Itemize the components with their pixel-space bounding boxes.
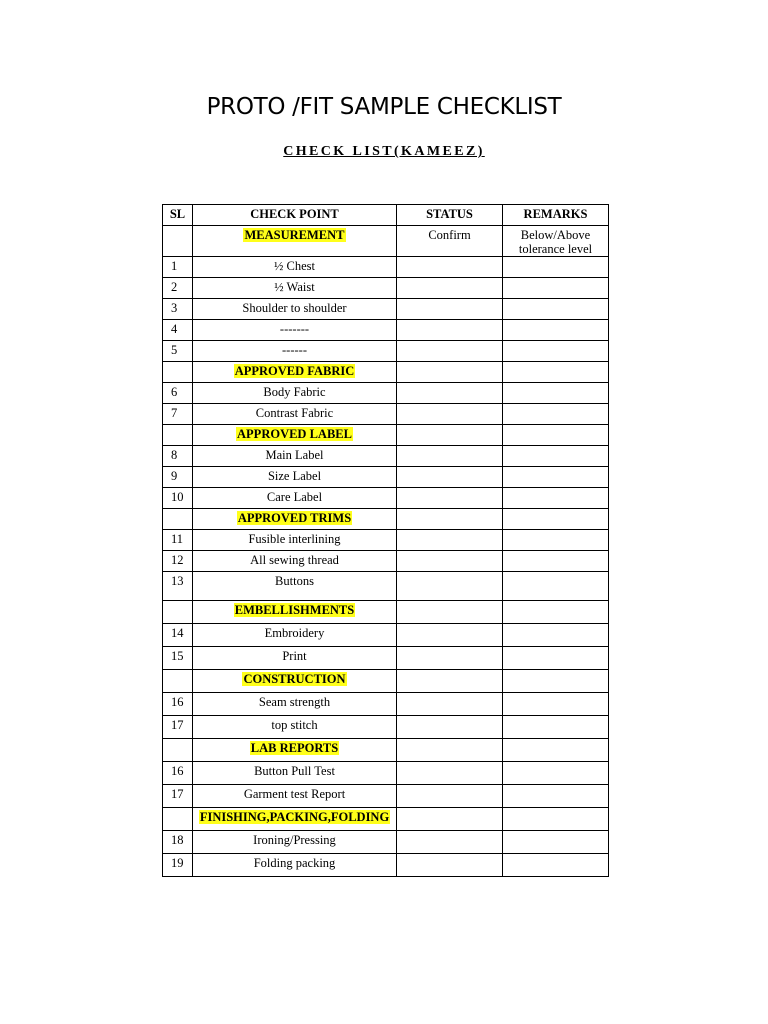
- row-sl: 8: [163, 446, 193, 467]
- row-sl: 11: [163, 530, 193, 551]
- row-status: [397, 762, 503, 785]
- row-check-point: Care Label: [193, 488, 397, 509]
- row-check-point: Main Label: [193, 446, 397, 467]
- row-sl: 13: [163, 572, 193, 601]
- table-row: [163, 320, 609, 341]
- table-row: [163, 716, 609, 739]
- row-status: [397, 551, 503, 572]
- measurement-remarks: Below/Above tolerance level: [503, 226, 609, 257]
- row-check-point: Embroidery: [193, 624, 397, 647]
- row-status: [397, 383, 503, 404]
- row-check-point: Garment test Report: [193, 785, 397, 808]
- table-row: [163, 551, 609, 572]
- row-sl: 12: [163, 551, 193, 572]
- row-remarks: [503, 488, 609, 509]
- section-approved-fabric: APPROVED FABRIC: [234, 364, 355, 378]
- row-check-point: All sewing thread: [193, 551, 397, 572]
- table-row: [163, 530, 609, 551]
- row-remarks: [503, 785, 609, 808]
- row-check-point: Ironing/Pressing: [193, 831, 397, 854]
- row-status: [397, 530, 503, 551]
- row-check-point: Folding packing: [193, 854, 397, 877]
- table-row: [163, 341, 609, 362]
- section-row-fabric: [163, 362, 609, 383]
- row-check-point: Fusible interlining: [193, 530, 397, 551]
- row-sl: 3: [163, 299, 193, 320]
- row-check-point: Size Label: [193, 467, 397, 488]
- checklist-subtitle: CHECK LIST(KAMEEZ): [283, 144, 485, 159]
- section-row-embellishments: [163, 601, 609, 624]
- row-sl: 1: [163, 257, 193, 278]
- row-check-point: ½ Waist: [193, 278, 397, 299]
- row-status: [397, 572, 503, 601]
- section-construction: CONSTRUCTION: [243, 672, 346, 686]
- header-check-point: CHECK POINT: [193, 205, 397, 226]
- row-check-point: Seam strength: [193, 693, 397, 716]
- section-row-trims: [163, 509, 609, 530]
- section-row-measurement: [163, 226, 609, 257]
- table-row: [163, 854, 609, 877]
- row-remarks: [503, 257, 609, 278]
- row-status: [397, 299, 503, 320]
- table-row: [163, 647, 609, 670]
- row-sl: 5: [163, 341, 193, 362]
- checklist-table: [162, 204, 609, 877]
- row-sl: 6: [163, 383, 193, 404]
- section-approved-label: APPROVED LABEL: [237, 427, 352, 441]
- row-remarks: [503, 341, 609, 362]
- section-row-lab-reports: [163, 739, 609, 762]
- table-row: [163, 831, 609, 854]
- row-check-point: Body Fabric: [193, 383, 397, 404]
- row-status: [397, 854, 503, 877]
- row-status: [397, 624, 503, 647]
- row-sl: 18: [163, 831, 193, 854]
- row-sl: 17: [163, 785, 193, 808]
- section-finishing-packing-folding: FINISHING,PACKING,FOLDING: [199, 810, 390, 824]
- table-row: [163, 278, 609, 299]
- page-title: PROTO /FIT SAMPLE CHECKLIST: [206, 94, 562, 120]
- row-remarks: [503, 551, 609, 572]
- row-status: [397, 716, 503, 739]
- section-row-label: [163, 425, 609, 446]
- section-approved-trims: APPROVED TRIMS: [237, 511, 352, 525]
- row-remarks: [503, 693, 609, 716]
- row-check-point: Contrast Fabric: [193, 404, 397, 425]
- row-sl: 7: [163, 404, 193, 425]
- section-row-finishing: [163, 808, 609, 831]
- row-remarks: [503, 278, 609, 299]
- row-sl: 15: [163, 647, 193, 670]
- row-status: [397, 341, 503, 362]
- row-sl: 17: [163, 716, 193, 739]
- row-sl: 16: [163, 693, 193, 716]
- row-remarks: [503, 530, 609, 551]
- table-row: [163, 299, 609, 320]
- row-status: [397, 404, 503, 425]
- row-remarks: [503, 647, 609, 670]
- row-status: [397, 785, 503, 808]
- row-remarks: [503, 762, 609, 785]
- table-row: [163, 693, 609, 716]
- header-status: STATUS: [397, 205, 503, 226]
- row-sl: 19: [163, 854, 193, 877]
- row-remarks: [503, 383, 609, 404]
- table-row: [163, 785, 609, 808]
- row-status: [397, 320, 503, 341]
- table-row: [163, 467, 609, 488]
- row-remarks: [503, 624, 609, 647]
- row-remarks: [503, 446, 609, 467]
- row-remarks: [503, 854, 609, 877]
- row-check-point: Buttons: [193, 572, 397, 601]
- header-sl: SL: [163, 205, 193, 226]
- table-row: [163, 762, 609, 785]
- row-remarks: [503, 831, 609, 854]
- header-remarks: REMARKS: [503, 205, 609, 226]
- table-row: [163, 257, 609, 278]
- table-row: [163, 383, 609, 404]
- row-remarks: [503, 467, 609, 488]
- table-header-row: [163, 205, 609, 226]
- row-check-point: Shoulder to shoulder: [193, 299, 397, 320]
- row-remarks: [503, 404, 609, 425]
- section-embellishments: EMBELLISHMENTS: [234, 603, 355, 617]
- row-status: [397, 257, 503, 278]
- row-check-point: Button Pull Test: [193, 762, 397, 785]
- row-sl: 10: [163, 488, 193, 509]
- row-remarks: [503, 716, 609, 739]
- row-status: [397, 647, 503, 670]
- row-remarks: [503, 572, 609, 601]
- row-remarks: [503, 320, 609, 341]
- measurement-status: Confirm: [397, 226, 503, 257]
- section-row-construction: [163, 670, 609, 693]
- row-sl: 4: [163, 320, 193, 341]
- table-row: [163, 488, 609, 509]
- row-status: [397, 446, 503, 467]
- row-status: [397, 488, 503, 509]
- row-check-point: -------: [193, 320, 397, 341]
- table-row: [163, 624, 609, 647]
- row-status: [397, 693, 503, 716]
- row-sl: 16: [163, 762, 193, 785]
- row-sl: 14: [163, 624, 193, 647]
- table-row: [163, 404, 609, 425]
- table-row: [163, 446, 609, 467]
- row-sl: 2: [163, 278, 193, 299]
- row-status: [397, 278, 503, 299]
- section-lab-reports: LAB REPORTS: [250, 741, 339, 755]
- section-measurement: MEASUREMENT: [244, 228, 345, 242]
- row-check-point: ½ Chest: [193, 257, 397, 278]
- row-check-point: top stitch: [193, 716, 397, 739]
- row-status: [397, 467, 503, 488]
- row-status: [397, 831, 503, 854]
- row-remarks: [503, 299, 609, 320]
- row-check-point: Print: [193, 647, 397, 670]
- row-sl: 9: [163, 467, 193, 488]
- table-row: [163, 572, 609, 601]
- row-check-point: ------: [193, 341, 397, 362]
